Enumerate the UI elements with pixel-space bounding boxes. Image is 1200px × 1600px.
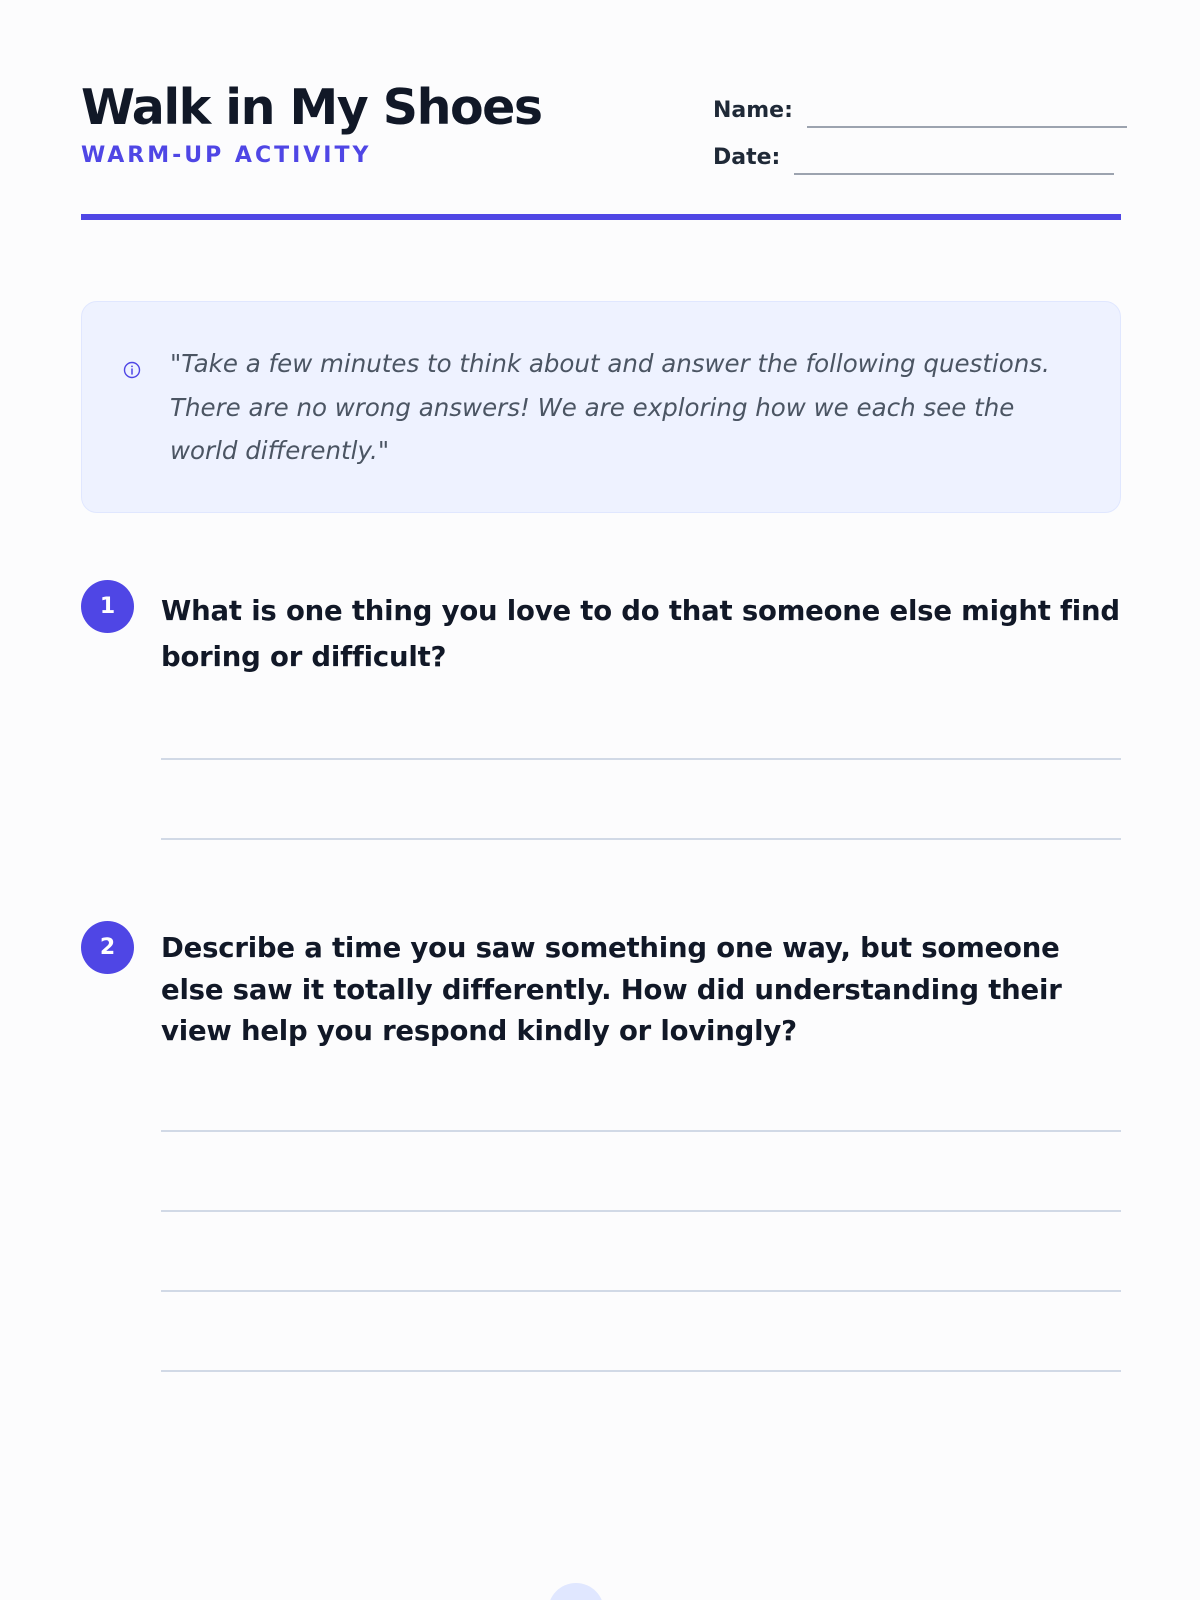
name-label: Name: [713, 98, 793, 123]
answer-line[interactable] [161, 760, 1121, 840]
worksheet-header [81, 78, 1121, 220]
page-title: Walk in My Shoes [81, 79, 542, 136]
answer-line[interactable] [161, 1292, 1121, 1372]
answer-area[interactable] [161, 1052, 1121, 1372]
question-number-badge: 2 [81, 921, 134, 974]
date-field-row [713, 141, 1114, 175]
name-field[interactable] [807, 98, 1127, 128]
answer-line[interactable] [161, 1212, 1121, 1292]
instructions-text: "Take a few minutes to think about and answer the following questions. There are no wrong answers! We are exploring how we each see the world differently." [170, 349, 1050, 465]
answer-area[interactable] [161, 680, 1121, 840]
header-divider [81, 214, 1121, 220]
answer-line[interactable] [161, 1052, 1121, 1132]
answer-line[interactable] [161, 1132, 1121, 1212]
question-text: Describe a time you saw something one way, but someone else saw it totally differently. How did understanding their view help you respond kindly or lovingly? [161, 932, 1062, 1047]
question-number-badge: 1 [81, 580, 134, 633]
date-label: Date: [713, 145, 781, 170]
name-field-row [713, 94, 1127, 128]
page-subtitle: WARM-UP ACTIVITY [81, 143, 372, 168]
question-text: What is one thing you love to do that someone else might find boring or difficult? [161, 595, 1120, 673]
info-icon [123, 361, 141, 379]
date-field[interactable] [794, 145, 1114, 175]
worksheet-page [81, 0, 1121, 1600]
answer-line[interactable] [161, 680, 1121, 760]
instructions-callout [81, 301, 1121, 513]
